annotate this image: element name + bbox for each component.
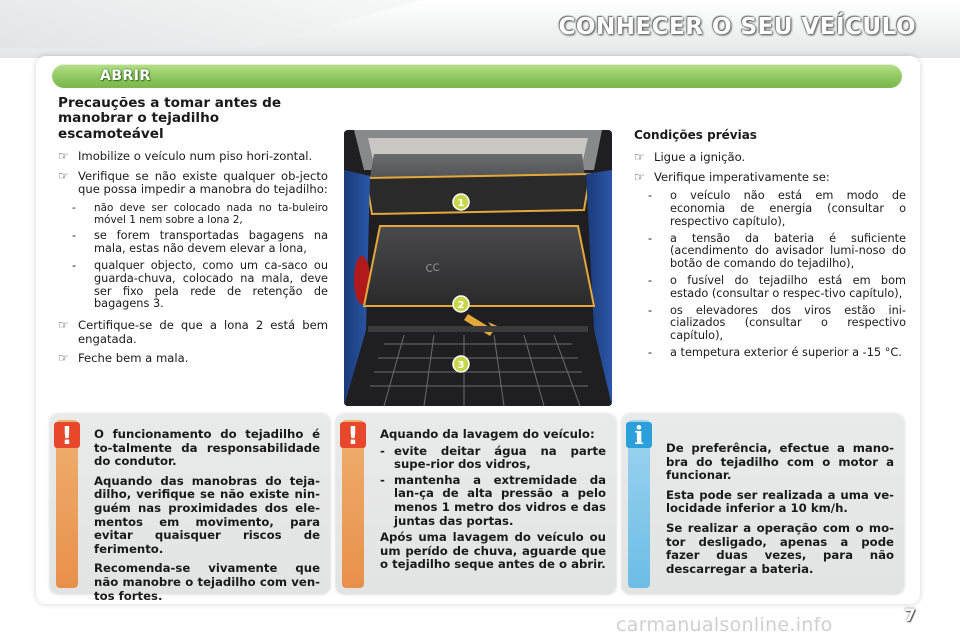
warning-bullet-text: mantenha a extremidade da lan-ça de alta pressão a pelo menos 1 metro dos vidros e das juntas das portas. <box>394 472 606 528</box>
info-paragraph: Se realizar a operação com o mo-tor desligado, apenas a pode fazer duas vezes, para não descarregar a bateria. <box>666 520 894 576</box>
page-number: 7 <box>904 606 916 626</box>
sub-list-item-text: se forem transportadas bagagens na mala, estas não devem elevar a lona, <box>94 229 328 256</box>
exclamation-icon: ! <box>340 422 366 448</box>
dash-bullet: - <box>72 259 77 273</box>
sub-list-item <box>634 347 906 360</box>
dash-bullet: - <box>648 274 653 287</box>
warning-text <box>380 428 606 578</box>
sub-list-item <box>58 260 328 311</box>
dash-bullet: - <box>648 303 653 317</box>
trunk-photo <box>344 130 612 406</box>
sub-list-item <box>634 305 906 343</box>
warning-bullet-text: evite deitar água na parte supe-rior dos vidros, <box>394 443 606 472</box>
exclamation-icon: ! <box>54 422 80 448</box>
conditions-heading: Condições prévias <box>634 128 757 142</box>
sub-list-item-text: qualquer objecto, como um ca-saco ou guarda-chuva, colocado na mala, deve ser fixo pela rede de retenção de bagagens 3. <box>94 259 328 311</box>
section-bar <box>52 64 902 88</box>
dash-bullet: - <box>380 443 385 458</box>
pointing-hand-icon: ☞ <box>58 318 69 333</box>
sub-list-item <box>58 202 328 226</box>
list-item-text: Verifique se não existe qualquer ob-jecto que possa impedir a manobra do tejadilho: <box>78 168 328 197</box>
warning-paragraph: Aquando das manobras do teja-dilho, verifique se não existe nin-guém nas proximidades dos ele-mentos em movimento, para evitar quaisquer riscos de ferimento. <box>94 473 320 556</box>
warning-paragraph: Recomenda-se vivamente que não manobre o tejadilho com ven-tos fortes. <box>94 561 320 603</box>
pointing-hand-icon: ☞ <box>58 351 69 366</box>
precautions-heading: Precauções a tomar antes de manobrar o tejadilho escamoteável <box>58 95 282 142</box>
info-box <box>622 414 904 594</box>
pointing-hand-icon: ☞ <box>58 168 69 183</box>
svg-text:CC: CC <box>425 262 441 275</box>
warning-outro: Após uma lavagem do veículo ou um perído de chuva, aguarde que o tejadilho seque antes de o abrir. <box>380 530 606 572</box>
list-item <box>58 170 328 197</box>
dash-bullet: - <box>648 231 653 245</box>
watermark: carmanualsonline.info <box>616 614 833 636</box>
list-item-text: Imobilize o veículo num piso hori-zontal. <box>78 149 313 164</box>
list-item-text: Feche bem a mala. <box>78 351 189 366</box>
warning-bullet <box>380 474 606 528</box>
info-paragraph: De preferência, efectue a mano-bra do tejadilho com o motor a funcionar. <box>666 441 894 483</box>
sub-list-item-text: o veículo não está em modo de economia de energia (consultar o respectivo capítulo), <box>670 189 906 228</box>
sub-list-item <box>634 233 906 271</box>
precautions-column <box>58 96 328 371</box>
sub-list-item <box>634 190 906 228</box>
sub-list-item-text: a tensão da bateria é suficiente (acendimento do avisador lumi-noso do botão de comando do tejadilho), <box>670 231 906 271</box>
info-paragraph: Esta pode ser realizada a uma ve-locidade inferior a 10 km/h. <box>666 487 894 516</box>
list-item-text: Verifique imperativamente se: <box>654 169 830 184</box>
sub-list-item-text: a tempetura exterior é superior a -15 °C. <box>670 345 902 359</box>
section-title: ABRIR <box>100 68 151 84</box>
warning-paragraph: O funcionamento do tejadilho é to-talmente da responsabilidade do condutor. <box>94 427 320 469</box>
sub-list-item-text: não deve ser colocado nada no ta-buleiro móvel 1 nem sobre a lona 2, <box>94 202 328 227</box>
dash-bullet: - <box>72 229 77 243</box>
pointing-hand-icon: ☞ <box>58 149 69 164</box>
sub-list-item <box>634 275 906 301</box>
dash-bullet: - <box>648 189 653 203</box>
trunk-illustration <box>344 130 612 406</box>
warning-box-responsibility <box>50 414 330 603</box>
warning-intro: Aquando da lavagem do veículo: <box>380 427 595 441</box>
list-item <box>634 171 906 184</box>
dash-bullet: - <box>380 472 385 487</box>
info-icon: i <box>626 422 652 448</box>
svg-text:1: 1 <box>457 198 465 209</box>
info-text <box>666 442 894 582</box>
list-item-text: Ligue a ignição. <box>654 150 746 165</box>
list-item <box>58 352 328 365</box>
sub-list-item-text: o fusível do tejadilho está em bom estado (consultar o respec-tivo capítulo), <box>670 274 906 300</box>
warning-text <box>94 428 320 609</box>
page-title: CONHECER O SEU VEÍCULO <box>558 14 916 40</box>
list-item-text: Certifique-se de que a lona 2 está bem engatada. <box>78 318 328 346</box>
warning-box-washing <box>336 414 616 594</box>
svg-text:2: 2 <box>457 300 465 311</box>
sub-list-item <box>58 230 328 256</box>
sub-list-item-text: os elevadores dos viros estão ini-cializados (consultar o respectivo capítulo), <box>670 303 906 343</box>
dash-bullet: - <box>72 202 76 215</box>
list-item <box>58 150 328 163</box>
pointing-hand-icon: ☞ <box>634 169 645 184</box>
pointing-hand-icon: ☞ <box>634 150 645 165</box>
warning-bullet <box>380 445 606 472</box>
dash-bullet: - <box>648 345 653 359</box>
list-item <box>58 319 328 346</box>
svg-text:3: 3 <box>457 360 465 371</box>
list-item <box>634 151 906 164</box>
conditions-column <box>634 128 906 364</box>
